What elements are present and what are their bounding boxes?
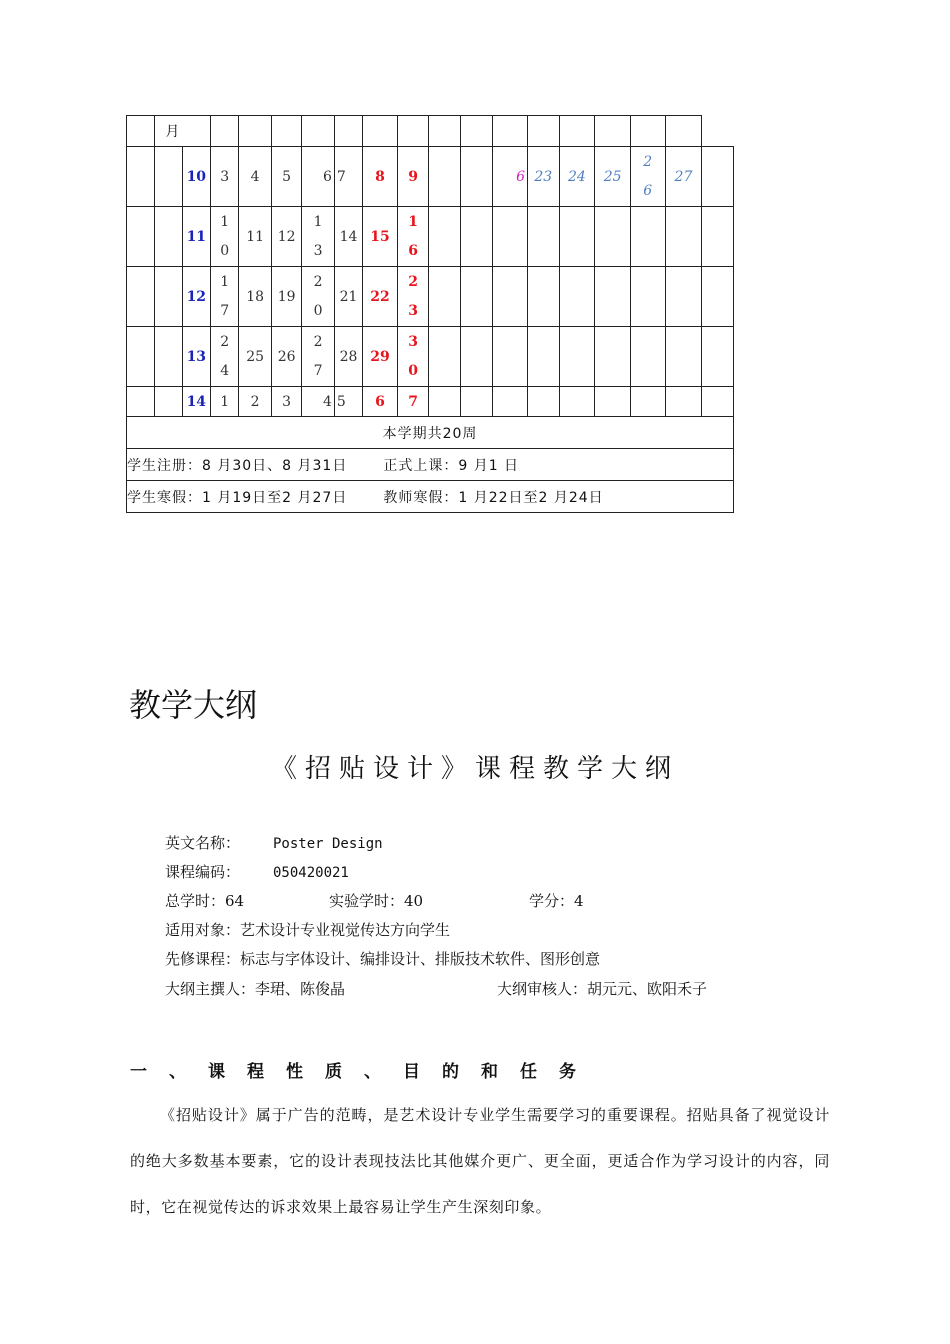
english-name-value: Poster Design (273, 836, 383, 852)
weekend-day-cell: 29 (363, 327, 398, 387)
weekend-day-cell: 9 (397, 147, 429, 207)
section-paragraph: 《招贴设计》属于广告的范畴，是艺术设计专业学生需要学习的重要课程。招贴具备了视觉设计的绝大多数基本要素，它的设计表现技法比其他媒介更广、更全面，更适合作为学习设计的内容，同时，它在视觉传达的诉求效果上最容易让学生产生深刻印象。 (130, 1106, 830, 1216)
week-number: 10 (182, 147, 210, 207)
weekend-day-cell: 16 (397, 207, 429, 267)
document-title: 教学大纲 (129, 686, 258, 724)
day-cell: 17 (210, 267, 238, 327)
calendar-registration-row (127, 449, 734, 481)
total-hours: 总学时：64 (165, 892, 245, 910)
day-cell: 25 (239, 327, 272, 387)
school-calendar-table (126, 115, 734, 513)
day-cell: 3 (210, 147, 238, 207)
lab-hours: 实验学时：40 (329, 892, 424, 910)
course-code-line (165, 861, 349, 882)
day-cell: 1 (210, 387, 238, 417)
holiday-day-cell: 27 (665, 147, 702, 207)
month-header: 月 (155, 116, 211, 147)
day-cell: 13 (302, 207, 335, 267)
holiday-day-cell: 24 (559, 147, 595, 207)
credits: 学分：4 (529, 892, 584, 910)
holiday-day-cell: 25 (595, 147, 631, 207)
reviewers: 大纲审核人：胡元元、欧阳禾子 (497, 980, 708, 998)
day-cell: 3 (271, 387, 301, 417)
day-cell: 21 (334, 267, 362, 327)
week-number: 12 (182, 267, 210, 327)
student-holiday-dates: 学生寒假：1 月19日至2 月27日 (127, 489, 348, 506)
day-cell: 4 (302, 387, 335, 417)
english-name-label: 英文名称： (165, 834, 241, 852)
course-code-value: 050420021 (273, 865, 349, 881)
authors-line (165, 978, 707, 999)
class-start-date: 正式上课：9 月1 日 (383, 457, 520, 474)
day-cell: 27 (302, 327, 335, 387)
holiday-day-cell: 26 (630, 147, 665, 207)
course-code-label: 课程编码： (165, 863, 241, 881)
day-cell: 20 (302, 267, 335, 327)
day-cell: 6 (302, 147, 335, 207)
calendar-week-row (127, 327, 734, 387)
day-cell: 5 (334, 387, 362, 417)
day-cell: 14 (334, 207, 362, 267)
day-cell: 18 (239, 267, 272, 327)
calendar-holiday-row (127, 481, 734, 513)
day-cell: 5 (271, 147, 301, 207)
section-heading: 一、课程性质、目的和任务 (130, 1062, 598, 1082)
day-cell: 11 (239, 207, 272, 267)
hours-line (165, 890, 584, 911)
weekend-day-cell: 6 (363, 387, 398, 417)
day-cell: 10 (210, 207, 238, 267)
day-cell: 19 (271, 267, 301, 327)
audience-line: 适用对象：艺术设计专业视觉传达方向学生 (165, 921, 451, 939)
holiday-day-cell: 23 (528, 147, 560, 207)
calendar-week-row (127, 207, 734, 267)
week-number: 14 (182, 387, 210, 417)
calendar-week-row (127, 387, 734, 417)
day-cell: 7 (334, 147, 362, 207)
holiday-day-cell: 6 (493, 147, 528, 207)
semester-summary: 本学期共20周 (127, 417, 734, 449)
english-name-line (165, 832, 383, 853)
prerequisites-line: 先修课程：标志与字体设计、编排设计、排版技术软件、图形创意 (165, 950, 601, 968)
day-cell: 12 (271, 207, 301, 267)
course-title: 《招贴设计》课程教学大纲 (270, 754, 679, 784)
day-cell: 28 (334, 327, 362, 387)
calendar-week-row (127, 147, 734, 207)
registration-dates: 学生注册：8 月30日、8 月31日 (127, 457, 348, 474)
weekend-day-cell: 7 (397, 387, 429, 417)
day-cell: 24 (210, 327, 238, 387)
week-number: 13 (182, 327, 210, 387)
weekend-day-cell: 8 (363, 147, 398, 207)
teacher-holiday-dates: 教师寒假：1 月22日至2 月24日 (383, 489, 604, 506)
day-cell: 2 (239, 387, 272, 417)
day-cell: 26 (271, 327, 301, 387)
calendar-week-row (127, 267, 734, 327)
weekend-day-cell: 22 (363, 267, 398, 327)
day-cell: 4 (239, 147, 272, 207)
calendar-summary-row (127, 417, 734, 449)
authors: 大纲主撰人：李珺、陈俊晶 (165, 980, 346, 998)
calendar-header-row (127, 116, 734, 147)
weekend-day-cell: 30 (397, 327, 429, 387)
weekend-day-cell: 15 (363, 207, 398, 267)
week-number: 11 (182, 207, 210, 267)
weekend-day-cell: 23 (397, 267, 429, 327)
